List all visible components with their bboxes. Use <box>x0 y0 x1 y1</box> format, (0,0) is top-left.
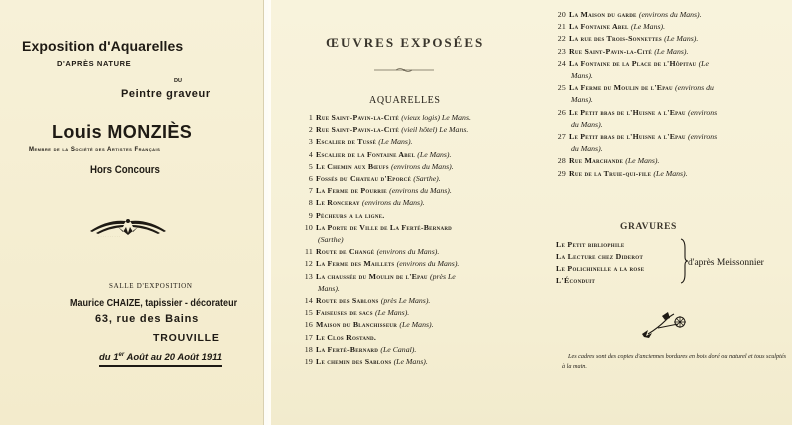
aquarelle-item-continuation <box>555 95 593 105</box>
item-number: 21 <box>557 22 566 32</box>
exhibition-dates <box>99 352 222 367</box>
item-title: Escalier de Tussé <box>316 137 379 147</box>
venue-address: 63, rue des Bains <box>95 313 200 325</box>
item-title: Rue Marchande <box>569 156 626 166</box>
works-title: ŒUVRES EXPOSÉES <box>326 35 485 50</box>
host-name: Maurice CHAIZE, tapissier - décorateur <box>70 297 238 309</box>
item-number: 7 <box>308 186 313 196</box>
venue-city: TROUVILLE <box>153 332 220 344</box>
item-number: 22 <box>557 34 566 44</box>
aquarelle-item <box>555 10 702 20</box>
item-location-continued: Mans). <box>571 95 593 105</box>
membership-text: Membre de la Société des Artistes Français <box>29 147 161 153</box>
aquarelle-item <box>302 357 428 367</box>
item-number: 12 <box>304 259 313 269</box>
item-title: Le Ronceray <box>316 198 362 208</box>
item-title: La Maison du garde <box>569 10 639 19</box>
venue-label: SALLE D'EXPOSITION <box>109 282 193 290</box>
item-location: (environs du Mans). <box>396 259 460 269</box>
aquarelle-item <box>302 296 430 306</box>
item-number: 10 <box>304 222 313 232</box>
aquarelle-item <box>555 59 709 69</box>
invitation-cover-card <box>0 0 264 425</box>
item-location: (Le Mans). <box>393 357 428 366</box>
artist-name: Louis MONZIÈS <box>52 122 193 142</box>
dates-start: du 1 <box>99 352 119 364</box>
item-title: Maison du Blanchisseur <box>316 320 400 330</box>
item-title: Fossés du Chateau d'Eporcé <box>316 174 414 183</box>
item-number: 18 <box>304 344 313 354</box>
item-number: 8 <box>308 198 313 208</box>
aquarelle-item <box>302 223 452 233</box>
aquarelle-item <box>302 174 441 184</box>
item-number: 15 <box>304 308 313 318</box>
aquarelle-item <box>302 137 413 147</box>
item-location: (Le <box>698 58 709 68</box>
item-title: La Fontaine Abel <box>569 22 631 32</box>
item-location: (environs du Mans). <box>389 186 452 196</box>
item-title: La Fontaine de la Place de l'Hôpitau <box>569 58 699 68</box>
aquarelle-item-continuation <box>555 144 603 154</box>
item-number: 26 <box>557 107 566 117</box>
aquarelle-item-continuation <box>302 235 344 245</box>
gravures-heading: GRAVURES <box>620 222 677 232</box>
gravure-item: La Lecture chez Diderot <box>556 252 644 261</box>
aquarelle-item <box>302 162 454 172</box>
card-fold <box>268 0 271 425</box>
item-location: (environs du Mans). <box>638 10 702 19</box>
item-title: La Ferme de Pourrie <box>316 186 390 196</box>
aquarelle-item <box>555 47 688 57</box>
item-number: 23 <box>557 46 566 56</box>
item-location-continued: (Sarthe) <box>318 235 344 244</box>
item-number: 24 <box>557 58 566 68</box>
item-title: Escalier de la Fontaine Abel <box>316 149 418 159</box>
aquarelle-item <box>555 132 717 142</box>
item-title: La Ferté-Bernard <box>316 344 381 354</box>
fan-ornament-icon <box>88 213 168 239</box>
item-location: (Le Mans). <box>654 46 689 56</box>
flower-sprig-icon <box>640 308 690 340</box>
item-number: 14 <box>304 296 313 305</box>
item-location-continued: Mans). <box>318 283 340 293</box>
frames-note: Les cadres sont des copies d'anciennes bordures en bois doré ou naturel et tous sculptés à la main. <box>562 353 786 370</box>
item-location: (environs du <box>675 83 714 93</box>
aquarelle-item <box>302 333 376 343</box>
item-title: La Porte de Ville de La Ferté-Bernard <box>316 222 453 232</box>
aquarelle-item <box>302 186 452 196</box>
item-location: (Le Canal). <box>380 344 417 354</box>
item-location: (Le Mans). <box>399 320 434 330</box>
item-title: La rue des Trois-Sonnettes <box>569 34 665 44</box>
item-title: Faiseuses de sacs <box>316 308 376 318</box>
exhibition-subtitle: D'APRÈS NATURE <box>57 59 132 68</box>
item-number: 5 <box>308 161 313 171</box>
aquarelle-item <box>302 308 409 318</box>
item-number: 13 <box>304 271 313 281</box>
aquarelle-item <box>555 108 717 118</box>
aquarelle-item <box>555 83 714 93</box>
gravure-item: Le Polichinelle a la rose <box>556 264 645 273</box>
aquarelle-item-continuation <box>555 71 593 81</box>
svg-text:· · · · · · · · · ·: · · · · · · · · · · <box>98 234 121 239</box>
item-location: (environs du Mans). <box>390 161 454 171</box>
aquarelle-item-continuation <box>302 284 340 294</box>
right-brace-icon <box>680 238 688 284</box>
du-label: DU <box>174 78 182 84</box>
dates-ordinal: er <box>118 352 125 358</box>
item-location: (environs du Mans). <box>361 198 425 208</box>
painter-label: Peintre graveur <box>121 88 211 100</box>
item-title: Le Clos Rostand. <box>316 332 377 342</box>
item-location: (Le Mans). <box>625 156 660 166</box>
item-title: Route de Changé <box>316 247 377 257</box>
item-location: (environs du Mans). <box>376 247 440 257</box>
dates-end: Août au 20 Août 1911 <box>124 352 223 364</box>
item-location: (Sarthe). <box>413 174 441 183</box>
item-number: 3 <box>308 137 313 147</box>
aquarelle-item <box>555 156 659 166</box>
item-number: 28 <box>557 156 566 166</box>
aquarelle-item <box>555 22 665 32</box>
item-location: (Le Mans). <box>417 149 452 159</box>
item-number: 19 <box>304 357 313 366</box>
item-number: 4 <box>308 149 313 159</box>
item-title: Route des Sablons <box>316 296 381 305</box>
exhibition-title: Exposition d'Aquarelles <box>22 38 184 54</box>
gravure-item: Le Petit bibliophile <box>556 240 625 249</box>
item-location: (près Le <box>429 271 456 281</box>
item-number: 27 <box>557 132 566 141</box>
item-number: 2 <box>308 125 313 135</box>
item-title: La chaussée du Moulin de l'Epau <box>316 271 430 281</box>
aquarelle-item <box>302 125 468 135</box>
item-title: Rue Saint-Pavin-la-Cité <box>316 113 402 122</box>
item-title: Rue Saint-Pavin-la-Cité <box>569 46 655 56</box>
gravures-attribution: d'après Meissonnier <box>688 258 764 268</box>
item-title: Pécheurs a la ligne. <box>316 210 385 220</box>
item-title: Le Petit bras de l'Huisne a l'Epau <box>569 107 688 117</box>
item-title: La Ferme du Moulin de l'Epau <box>569 83 676 93</box>
item-location: (Le Mans). <box>630 22 666 32</box>
item-number: 25 <box>557 83 566 93</box>
item-number: 17 <box>304 332 313 342</box>
aquarelle-item <box>302 272 456 282</box>
item-location-continued: du Mans). <box>571 144 603 154</box>
aquarelle-item <box>302 259 459 269</box>
item-location: (vieil hôtel) Le Mans. <box>401 125 469 135</box>
aquarelle-item-continuation <box>555 120 603 130</box>
item-location: (environs <box>688 107 718 117</box>
item-location: (près Le Mans). <box>380 296 431 305</box>
item-title: La Ferme des Maillets <box>316 259 397 269</box>
item-location: (Le Mans). <box>378 137 413 147</box>
aquarelle-item <box>555 169 688 179</box>
aquarelle-item <box>302 345 416 355</box>
item-location: (Le Mans). <box>664 34 699 44</box>
item-location-continued: Mans). <box>571 71 593 80</box>
item-title: Le Chemin aux Bœufs <box>316 161 391 171</box>
aquarelle-item <box>302 320 434 330</box>
item-location-continued: du Mans). <box>571 119 603 129</box>
item-number: 20 <box>557 10 566 19</box>
item-title: Rue Saint-Pavin-la-Cité <box>316 125 402 135</box>
decorative-rule-icon <box>374 67 434 73</box>
item-number: 16 <box>304 320 313 330</box>
aquarelle-item <box>302 247 439 257</box>
aquarelle-item <box>302 150 451 160</box>
item-location: (Le Mans). <box>653 168 688 178</box>
aquarelles-heading: AQUARELLES <box>369 95 441 106</box>
item-location: (environs <box>688 132 718 141</box>
item-title: Le Petit bras de l'Huisne a l'Epau <box>569 132 688 141</box>
aquarelle-item <box>302 211 384 221</box>
distinction-text: Hors Concours <box>90 164 160 176</box>
item-title: Rue de la Truie-qui-file <box>569 168 654 178</box>
aquarelle-item <box>302 198 425 208</box>
item-number: 6 <box>308 174 313 183</box>
item-number: 29 <box>557 168 566 178</box>
item-location: (Le Mans). <box>375 308 410 318</box>
gravure-item: L'Éconduit <box>556 276 596 285</box>
item-title: Le chemin des Sablons <box>316 357 394 366</box>
item-location: (vieux logis) Le Mans. <box>401 113 471 122</box>
item-number: 11 <box>304 247 313 257</box>
aquarelle-item <box>302 113 471 123</box>
aquarelle-item <box>555 34 698 44</box>
item-number: 9 <box>308 210 313 220</box>
item-number: 1 <box>308 113 313 122</box>
